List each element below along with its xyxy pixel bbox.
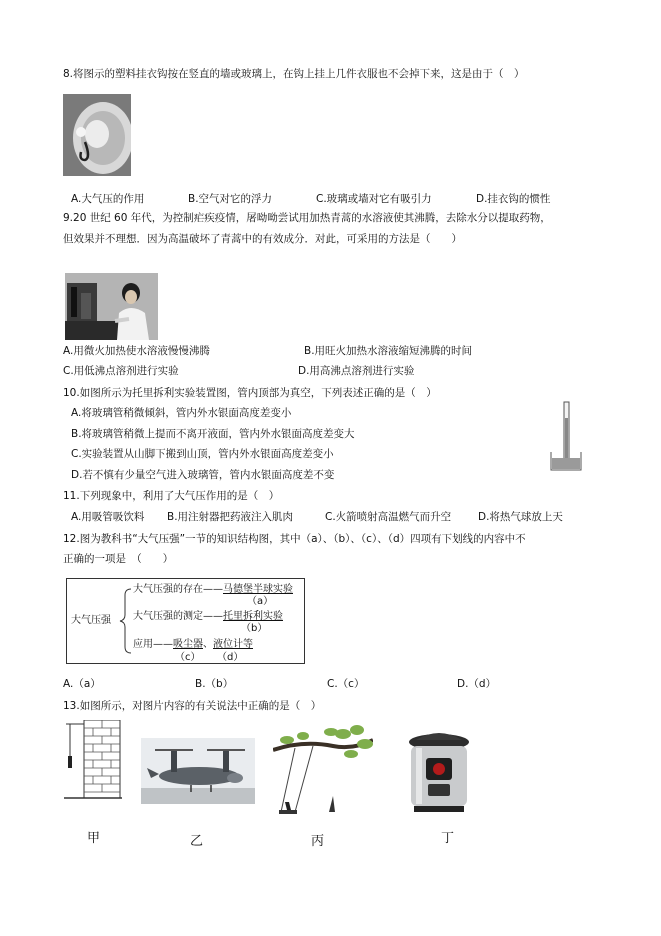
q8-option-b: B.空气对它的浮力 [188, 193, 273, 205]
q10-option-a: A.将玻璃管稍微倾斜，管内外水银面高度差变小 [71, 407, 292, 419]
tiltrotor-aircraft-image [141, 738, 255, 804]
diagram-mark-a: （a） [247, 596, 274, 607]
branch1-underlined: 马德堡半球实验 [223, 584, 293, 595]
q11-option-d: D.将热气球放上天 [478, 511, 563, 523]
q9-option-d: D.用高沸点溶剂进行实验 [298, 365, 415, 377]
branch3-underlined-2: 液位计等 [213, 639, 253, 650]
q12-stem-line2: 正确的一项是 （ ） [63, 553, 174, 565]
diagram-mark-c: （c） [175, 652, 201, 663]
q8-option-c: C.玻璃或墙对它有吸引力 [316, 193, 432, 205]
q11-option-c: C.火箭喷射高温燃气而升空 [325, 511, 452, 523]
q8-stem: 8.将图示的塑料挂衣钩按在竖直的墙或玻璃上，在钩上挂上几件衣服也不会掉下来，这是由于（ ） [63, 68, 525, 80]
branch3-separator: 、 [203, 639, 213, 650]
lab-scientist-photo [65, 273, 158, 340]
q12-option-c: C.（c） [327, 678, 365, 690]
q10-option-c: C.实验装置从山脚下搬到山顶，管内外水银面高度差变小 [71, 448, 334, 460]
branch3-prefix: 应用—— [133, 639, 173, 650]
q9-stem-line2: 但效果并不理想．因为高温破坏了青蒿中的有效成分．对此，可采用的方法是（ ） [63, 233, 462, 245]
branch2-underlined: 托里拆利实验 [223, 611, 283, 622]
q10-option-b: B.将玻璃管稍微上提而不离开液面，管内外水银面高度差变大 [71, 428, 355, 440]
suction-hook-image [63, 94, 131, 176]
caption-jia: 甲 [87, 831, 101, 846]
q9-option-b: B.用旺火加热水溶液缩短沸腾的时间 [304, 345, 473, 357]
q9-option-a: A.用微火加热使水溶液慢慢沸腾 [63, 345, 210, 357]
knowledge-structure-diagram [66, 578, 305, 664]
caption-yi: 乙 [190, 834, 204, 849]
q11-option-b: B.用注射器把药液注入肌肉 [167, 511, 294, 523]
q9-stem-line1: 9.20 世纪 60 年代，为控制疟疾疫情，屠呦呦尝试用加热青蒿的水溶液使其沸腾，去除水分以提取药物， [63, 212, 551, 224]
q10-stem: 10.如图所示为托里拆利实验装置图，管内顶部为真空，下列表述正确的是（ ） [63, 387, 437, 399]
q12-option-b: B.（b） [195, 678, 234, 690]
torricelli-apparatus-image [548, 400, 584, 474]
swing-branch-image [273, 722, 373, 830]
q10-option-d: D.若不慎有少量空气进入玻璃管，管内水银面高度差不变 [71, 469, 335, 481]
q13-stem: 13.如图所示，对图片内容的有关说法中正确的是（ ） [63, 700, 322, 712]
q12-stem-line1: 12.图为教科书“大气压强”一节的知识结构图，其中（a）、（b）、（c）、（d）四项有下划线的内容中不 [63, 533, 526, 545]
q8-option-a: A.大气压的作用 [71, 193, 145, 205]
diagram-root: 大气压强 [71, 615, 111, 626]
branch1-prefix: 大气压强的存在—— [133, 584, 223, 595]
caption-ding: 丁 [441, 831, 455, 846]
q8-option-d: D.挂衣钩的惯性 [476, 193, 551, 205]
q9-option-c: C.用低沸点溶剂进行实验 [63, 365, 179, 377]
diagram-mark-b: （b） [241, 623, 268, 634]
caption-bing: 丙 [311, 834, 325, 849]
q11-stem: 11.下列现象中，利用了大气压作用的是（ ） [63, 490, 280, 502]
q12-option-d: D.（d） [457, 678, 497, 690]
brick-wall-experiment-image [64, 720, 122, 800]
pressure-cooker-image [398, 728, 480, 818]
q12-option-a: A.（a） [63, 678, 101, 690]
diagram-branch-application [133, 638, 253, 652]
q11-option-a: A.用吸管吸饮料 [71, 511, 145, 523]
diagram-mark-d: （d） [217, 652, 244, 663]
branch2-prefix: 大气压强的测定—— [133, 611, 223, 622]
branch3-underlined-1: 吸尘器 [173, 639, 203, 650]
